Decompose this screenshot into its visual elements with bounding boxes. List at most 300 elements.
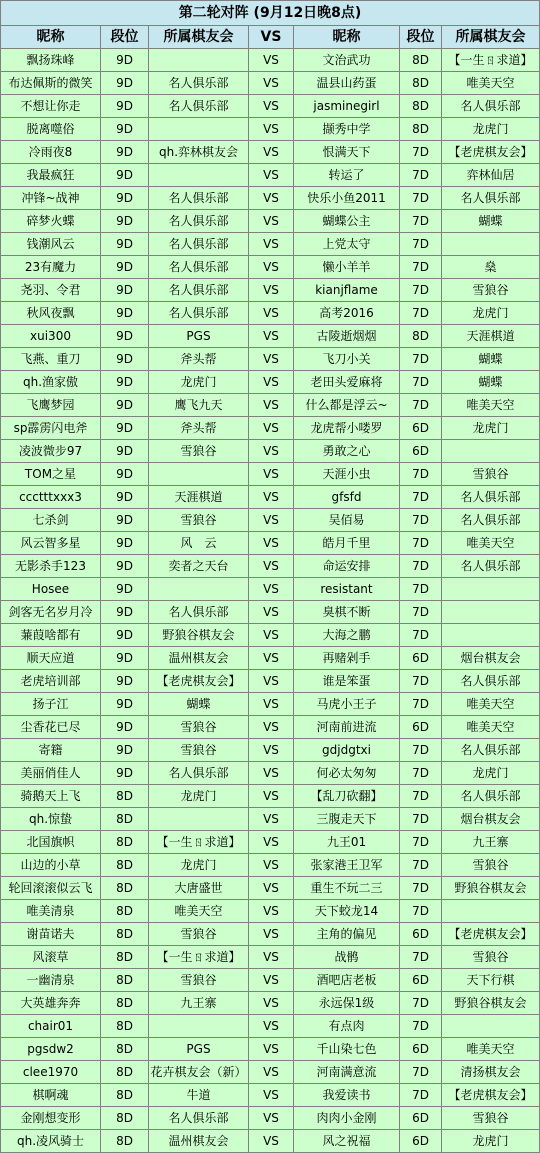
- table-row: [1, 969, 540, 992]
- player-1-nickname: 钱潮风云: [1, 233, 101, 256]
- player-2-rank: 7D: [400, 187, 442, 210]
- player-2-club: 唯美天空: [442, 394, 540, 417]
- player-1-rank: 8D: [101, 969, 149, 992]
- player-2-rank: 6D: [400, 716, 442, 739]
- player-1-club: 龙虎门: [149, 371, 249, 394]
- player-1-nickname: 我最疯狂: [1, 164, 101, 187]
- player-1-club: 【一生ㄖ求道】: [149, 831, 249, 854]
- player-1-club: 雪狼谷: [149, 969, 249, 992]
- table-row: [1, 210, 540, 233]
- vs-label: VS: [249, 141, 294, 164]
- table-row: [1, 187, 540, 210]
- player-1-club: [149, 1015, 249, 1038]
- player-2-nickname: 千山染七色: [294, 1038, 400, 1061]
- player-2-rank: 7D: [400, 233, 442, 256]
- table-row: [1, 256, 540, 279]
- title-row: [1, 1, 540, 26]
- player-2-rank: 7D: [400, 463, 442, 486]
- table-row: [1, 440, 540, 463]
- player-1-nickname: 23有魔力: [1, 256, 101, 279]
- player-2-rank: 6D: [400, 969, 442, 992]
- table-row: [1, 555, 540, 578]
- player-1-rank: 8D: [101, 831, 149, 854]
- player-1-club: 九王寨: [149, 992, 249, 1015]
- vs-label: VS: [249, 279, 294, 302]
- player-1-nickname: 谢苗诺夫: [1, 923, 101, 946]
- player-2-rank: 7D: [400, 348, 442, 371]
- player-1-nickname: xui300: [1, 325, 101, 348]
- player-2-club: 龙虎门: [442, 118, 540, 141]
- header-nickname-1: 昵称: [1, 26, 101, 49]
- player-1-nickname: 尧羽、令君: [1, 279, 101, 302]
- player-1-rank: 8D: [101, 1084, 149, 1107]
- table-row: [1, 716, 540, 739]
- player-2-club: [442, 624, 540, 647]
- vs-label: VS: [249, 670, 294, 693]
- player-2-rank: 7D: [400, 601, 442, 624]
- player-2-club: 【老虎棋友会】: [442, 923, 540, 946]
- player-2-club: 龙虎门: [442, 762, 540, 785]
- player-1-rank: 8D: [101, 1107, 149, 1130]
- player-1-nickname: 风滚草: [1, 946, 101, 969]
- vs-label: VS: [249, 210, 294, 233]
- player-2-nickname: 老田头爱麻将: [294, 371, 400, 394]
- vs-label: VS: [249, 164, 294, 187]
- vs-label: VS: [249, 624, 294, 647]
- player-1-club: 名人俱乐部: [149, 256, 249, 279]
- vs-label: VS: [249, 601, 294, 624]
- player-2-rank: 7D: [400, 555, 442, 578]
- vs-label: VS: [249, 95, 294, 118]
- table-row: [1, 95, 540, 118]
- player-2-club: [442, 578, 540, 601]
- player-1-club: 名人俱乐部: [149, 187, 249, 210]
- vs-label: VS: [249, 831, 294, 854]
- player-2-rank: 7D: [400, 279, 442, 302]
- player-1-rank: 8D: [101, 946, 149, 969]
- player-2-nickname: 三腹走天下: [294, 808, 400, 831]
- player-2-nickname: 天下蛟龙14: [294, 900, 400, 923]
- table-row: [1, 624, 540, 647]
- player-2-rank: 8D: [400, 72, 442, 95]
- vs-label: VS: [249, 1084, 294, 1107]
- player-1-rank: 9D: [101, 95, 149, 118]
- player-2-club: 雪狼谷: [442, 1107, 540, 1130]
- player-1-club: 名人俱乐部: [149, 95, 249, 118]
- player-2-rank: 7D: [400, 371, 442, 394]
- player-1-rank: 8D: [101, 808, 149, 831]
- player-1-rank: 9D: [101, 739, 149, 762]
- player-2-club: 天涯棋道: [442, 325, 540, 348]
- player-1-club: 大唐盛世: [149, 877, 249, 900]
- player-2-rank: 8D: [400, 95, 442, 118]
- player-2-rank: 6D: [400, 647, 442, 670]
- vs-label: VS: [249, 716, 294, 739]
- table-row: [1, 463, 540, 486]
- vs-label: VS: [249, 946, 294, 969]
- table-row: [1, 509, 540, 532]
- player-1-club: qh.弈林棋友会: [149, 141, 249, 164]
- player-2-club: 唯美天空: [442, 716, 540, 739]
- vs-label: VS: [249, 762, 294, 785]
- vs-label: VS: [249, 1130, 294, 1153]
- player-2-club: [442, 601, 540, 624]
- player-2-club: [442, 900, 540, 923]
- vs-label: VS: [249, 808, 294, 831]
- player-2-club: 唯美天空: [442, 693, 540, 716]
- table-row: [1, 325, 540, 348]
- player-1-rank: 9D: [101, 693, 149, 716]
- player-1-nickname: 美丽俏佳人: [1, 762, 101, 785]
- player-2-nickname: gfsfd: [294, 486, 400, 509]
- player-2-nickname: resistant: [294, 578, 400, 601]
- table-row: [1, 1038, 540, 1061]
- player-1-nickname: 顺天应道: [1, 647, 101, 670]
- player-2-rank: 7D: [400, 394, 442, 417]
- player-1-club: 雪狼谷: [149, 440, 249, 463]
- table-row: [1, 854, 540, 877]
- player-1-club: 名人俱乐部: [149, 210, 249, 233]
- table-row: [1, 762, 540, 785]
- player-1-nickname: 北国旗帜: [1, 831, 101, 854]
- table-row: [1, 532, 540, 555]
- table-row: [1, 785, 540, 808]
- player-2-club: [442, 233, 540, 256]
- player-2-nickname: 皓月千里: [294, 532, 400, 555]
- player-1-rank: 9D: [101, 509, 149, 532]
- player-2-rank: 7D: [400, 808, 442, 831]
- player-2-rank: 7D: [400, 693, 442, 716]
- table-row: [1, 348, 540, 371]
- table-row: [1, 946, 540, 969]
- player-1-nickname: 蒹葭啥都有: [1, 624, 101, 647]
- player-1-rank: 9D: [101, 440, 149, 463]
- vs-label: VS: [249, 72, 294, 95]
- player-2-club: 名人俱乐部: [442, 187, 540, 210]
- player-2-rank: 7D: [400, 946, 442, 969]
- player-2-nickname: 命运安排: [294, 555, 400, 578]
- player-1-club: 名人俱乐部: [149, 302, 249, 325]
- vs-label: VS: [249, 693, 294, 716]
- vs-label: VS: [249, 256, 294, 279]
- player-1-rank: 9D: [101, 716, 149, 739]
- player-1-club: 温州棋友会: [149, 1130, 249, 1153]
- player-2-nickname: 龙虎帮小喽罗: [294, 417, 400, 440]
- player-1-nickname: 风云智多星: [1, 532, 101, 555]
- player-1-rank: 9D: [101, 325, 149, 348]
- player-1-rank: 9D: [101, 624, 149, 647]
- table-row: [1, 1107, 540, 1130]
- player-1-rank: 9D: [101, 486, 149, 509]
- player-1-club: 蝴蝶: [149, 693, 249, 716]
- vs-label: VS: [249, 992, 294, 1015]
- player-1-rank: 9D: [101, 210, 149, 233]
- header-vs: VS: [249, 26, 294, 49]
- player-2-club: 蝴蝶: [442, 348, 540, 371]
- player-2-nickname: 谁是笨蛋: [294, 670, 400, 693]
- player-1-club: 温州棋友会: [149, 647, 249, 670]
- player-1-nickname: 寄籍: [1, 739, 101, 762]
- vs-label: VS: [249, 371, 294, 394]
- vs-label: VS: [249, 785, 294, 808]
- player-2-nickname: 永远保1级: [294, 992, 400, 1015]
- player-1-rank: 9D: [101, 141, 149, 164]
- player-1-rank: 8D: [101, 923, 149, 946]
- player-2-club: 野狼谷棋友会: [442, 992, 540, 1015]
- table-row: [1, 923, 540, 946]
- player-1-nickname: chair01: [1, 1015, 101, 1038]
- player-1-nickname: ccctttxxx3: [1, 486, 101, 509]
- player-1-rank: 9D: [101, 118, 149, 141]
- player-2-club: 雪狼谷: [442, 463, 540, 486]
- player-2-nickname: 蝴蝶公主: [294, 210, 400, 233]
- player-1-nickname: 不想让你走: [1, 95, 101, 118]
- player-1-club: 牛道: [149, 1084, 249, 1107]
- player-1-nickname: 飘扬珠峰: [1, 49, 101, 72]
- player-1-club: [149, 578, 249, 601]
- vs-label: VS: [249, 463, 294, 486]
- header-club-1: 所属棋友会: [149, 26, 249, 49]
- player-1-club: 斧头帮: [149, 417, 249, 440]
- player-2-club: 清扬棋友会: [442, 1061, 540, 1084]
- player-2-club: 名人俱乐部: [442, 785, 540, 808]
- player-1-rank: 8D: [101, 900, 149, 923]
- player-2-nickname: 河南前进流: [294, 716, 400, 739]
- player-1-club: 名人俱乐部: [149, 1107, 249, 1130]
- player-1-rank: 9D: [101, 256, 149, 279]
- player-1-club: 斧头帮: [149, 348, 249, 371]
- player-1-nickname: clee1970: [1, 1061, 101, 1084]
- header-club-2: 所属棋友会: [442, 26, 540, 49]
- player-1-club: 名人俱乐部: [149, 762, 249, 785]
- player-1-rank: 8D: [101, 1038, 149, 1061]
- player-1-club: 奕者之天台: [149, 555, 249, 578]
- player-1-rank: 9D: [101, 72, 149, 95]
- player-2-rank: 6D: [400, 417, 442, 440]
- player-2-rank: 7D: [400, 509, 442, 532]
- player-2-nickname: 有点肉: [294, 1015, 400, 1038]
- player-2-nickname: 上党太守: [294, 233, 400, 256]
- vs-label: VS: [249, 348, 294, 371]
- player-1-nickname: 山边的小草: [1, 854, 101, 877]
- player-1-nickname: 七杀剑: [1, 509, 101, 532]
- table-row: [1, 578, 540, 601]
- player-1-club: 唯美天空: [149, 900, 249, 923]
- player-1-club: 名人俱乐部: [149, 601, 249, 624]
- player-1-club: 名人俱乐部: [149, 72, 249, 95]
- player-2-nickname: 飞刀小关: [294, 348, 400, 371]
- player-1-club: 龙虎门: [149, 854, 249, 877]
- table-row: [1, 302, 540, 325]
- player-1-nickname: 棋啊魂: [1, 1084, 101, 1107]
- player-1-club: 野狼谷棋友会: [149, 624, 249, 647]
- table-row: [1, 808, 540, 831]
- player-2-rank: 7D: [400, 854, 442, 877]
- player-2-rank: 7D: [400, 900, 442, 923]
- player-1-rank: 9D: [101, 49, 149, 72]
- table-row: [1, 417, 540, 440]
- vs-label: VS: [249, 417, 294, 440]
- vs-label: VS: [249, 325, 294, 348]
- player-2-nickname: 重生不玩二三: [294, 877, 400, 900]
- player-1-club: [149, 118, 249, 141]
- player-2-nickname: 撷秀中学: [294, 118, 400, 141]
- player-1-club: 名人俱乐部: [149, 279, 249, 302]
- player-2-club: 雪狼谷: [442, 279, 540, 302]
- player-1-nickname: 布达佩斯的微笑: [1, 72, 101, 95]
- table-row: [1, 1130, 540, 1153]
- player-2-club: 燊: [442, 256, 540, 279]
- table-row: [1, 693, 540, 716]
- player-2-rank: 7D: [400, 1084, 442, 1107]
- player-1-rank: 9D: [101, 233, 149, 256]
- table-row: [1, 486, 540, 509]
- player-2-nickname: 古陵逝烟烟: [294, 325, 400, 348]
- player-1-club: 龙虎门: [149, 785, 249, 808]
- player-2-club: 雪狼谷: [442, 946, 540, 969]
- player-1-nickname: 剑客无名岁月冷: [1, 601, 101, 624]
- player-1-rank: 9D: [101, 555, 149, 578]
- player-2-rank: 6D: [400, 1130, 442, 1153]
- player-1-club: 天涯棋道: [149, 486, 249, 509]
- player-1-nickname: qh.惊蛰: [1, 808, 101, 831]
- player-1-nickname: 冲锋~战神: [1, 187, 101, 210]
- vs-label: VS: [249, 1061, 294, 1084]
- player-2-nickname: 河南满意流: [294, 1061, 400, 1084]
- player-1-rank: 9D: [101, 578, 149, 601]
- vs-label: VS: [249, 486, 294, 509]
- table-row: [1, 72, 540, 95]
- table-row: [1, 1084, 540, 1107]
- player-1-club: 花卉棋友会（新）: [149, 1061, 249, 1084]
- player-1-rank: 8D: [101, 854, 149, 877]
- player-2-nickname: 臭棋不断: [294, 601, 400, 624]
- player-2-club: 蝴蝶: [442, 210, 540, 233]
- player-1-rank: 9D: [101, 302, 149, 325]
- player-2-rank: 7D: [400, 486, 442, 509]
- player-2-rank: 7D: [400, 1015, 442, 1038]
- player-1-nickname: 金刚想变形: [1, 1107, 101, 1130]
- player-2-nickname: 【乱刀砍翻】: [294, 785, 400, 808]
- table-row: [1, 118, 540, 141]
- player-2-nickname: 吴佰易: [294, 509, 400, 532]
- player-1-nickname: 一幽清泉: [1, 969, 101, 992]
- player-2-club: 唯美天空: [442, 532, 540, 555]
- player-1-nickname: 骑鹅天上飞: [1, 785, 101, 808]
- player-1-nickname: 无影杀手123: [1, 555, 101, 578]
- player-1-club: [149, 49, 249, 72]
- vs-label: VS: [249, 509, 294, 532]
- player-1-nickname: 扬子江: [1, 693, 101, 716]
- player-2-nickname: 勇敢之心: [294, 440, 400, 463]
- player-2-nickname: 九王01: [294, 831, 400, 854]
- player-2-nickname: 张家港王卫军: [294, 854, 400, 877]
- table-row: [1, 141, 540, 164]
- player-2-nickname: 温县山药蛋: [294, 72, 400, 95]
- player-1-club: 【一生ㄖ求道】: [149, 946, 249, 969]
- player-1-club: [149, 164, 249, 187]
- pairings-body: [1, 49, 540, 1153]
- vs-label: VS: [249, 900, 294, 923]
- player-2-rank: 8D: [400, 118, 442, 141]
- player-2-rank: 6D: [400, 1107, 442, 1130]
- player-1-rank: 9D: [101, 647, 149, 670]
- table-row: [1, 279, 540, 302]
- player-1-nickname: pgsdw2: [1, 1038, 101, 1061]
- vs-label: VS: [249, 394, 294, 417]
- player-1-rank: 9D: [101, 394, 149, 417]
- player-2-nickname: 酒吧店老板: [294, 969, 400, 992]
- player-2-nickname: 恨满天下: [294, 141, 400, 164]
- header-rank-2: 段位: [400, 26, 442, 49]
- player-1-nickname: 唯美清泉: [1, 900, 101, 923]
- player-2-rank: 7D: [400, 785, 442, 808]
- player-1-nickname: 脱离噬俗: [1, 118, 101, 141]
- player-1-nickname: 尘香花已尽: [1, 716, 101, 739]
- player-2-club: 唯美天空: [442, 1038, 540, 1061]
- player-2-rank: 8D: [400, 325, 442, 348]
- player-2-nickname: 什么都是浮云~: [294, 394, 400, 417]
- vs-label: VS: [249, 187, 294, 210]
- table-row: [1, 371, 540, 394]
- vs-label: VS: [249, 1038, 294, 1061]
- player-1-club: [149, 463, 249, 486]
- vs-label: VS: [249, 555, 294, 578]
- vs-label: VS: [249, 532, 294, 555]
- player-1-club: 雪狼谷: [149, 923, 249, 946]
- player-1-club: PGS: [149, 325, 249, 348]
- player-2-nickname: 大海之鹏: [294, 624, 400, 647]
- vs-label: VS: [249, 233, 294, 256]
- table-row: [1, 49, 540, 72]
- player-2-club: 九王寨: [442, 831, 540, 854]
- vs-label: VS: [249, 49, 294, 72]
- player-2-club: 【老虎棋友会】: [442, 141, 540, 164]
- player-2-rank: 7D: [400, 831, 442, 854]
- vs-label: VS: [249, 1015, 294, 1038]
- player-2-club: 龙虎门: [442, 417, 540, 440]
- player-2-club: 烟台棋友会: [442, 808, 540, 831]
- vs-label: VS: [249, 1107, 294, 1130]
- player-2-club: 【一生ㄖ求道】: [442, 49, 540, 72]
- player-2-club: [442, 1015, 540, 1038]
- table-row: [1, 1015, 540, 1038]
- player-2-club: 名人俱乐部: [442, 670, 540, 693]
- table-row: [1, 831, 540, 854]
- player-1-club: PGS: [149, 1038, 249, 1061]
- player-1-club: 名人俱乐部: [149, 233, 249, 256]
- player-2-rank: 8D: [400, 49, 442, 72]
- player-1-rank: 9D: [101, 371, 149, 394]
- player-1-rank: 9D: [101, 463, 149, 486]
- player-2-nickname: 何必太匆匆: [294, 762, 400, 785]
- player-1-nickname: Hosee: [1, 578, 101, 601]
- player-1-rank: 9D: [101, 348, 149, 371]
- player-1-club: 雪狼谷: [149, 716, 249, 739]
- player-1-club: 风 云: [149, 532, 249, 555]
- player-2-nickname: 主角的偏见: [294, 923, 400, 946]
- player-2-rank: 7D: [400, 739, 442, 762]
- player-1-rank: 9D: [101, 601, 149, 624]
- player-1-club: 雪狼谷: [149, 739, 249, 762]
- player-2-nickname: 转运了: [294, 164, 400, 187]
- player-1-rank: 9D: [101, 279, 149, 302]
- vs-label: VS: [249, 302, 294, 325]
- header-row: [1, 26, 540, 49]
- player-2-club: 龙虎门: [442, 1130, 540, 1153]
- player-2-nickname: 天涯小虫: [294, 463, 400, 486]
- player-1-nickname: 大英雄奔奔: [1, 992, 101, 1015]
